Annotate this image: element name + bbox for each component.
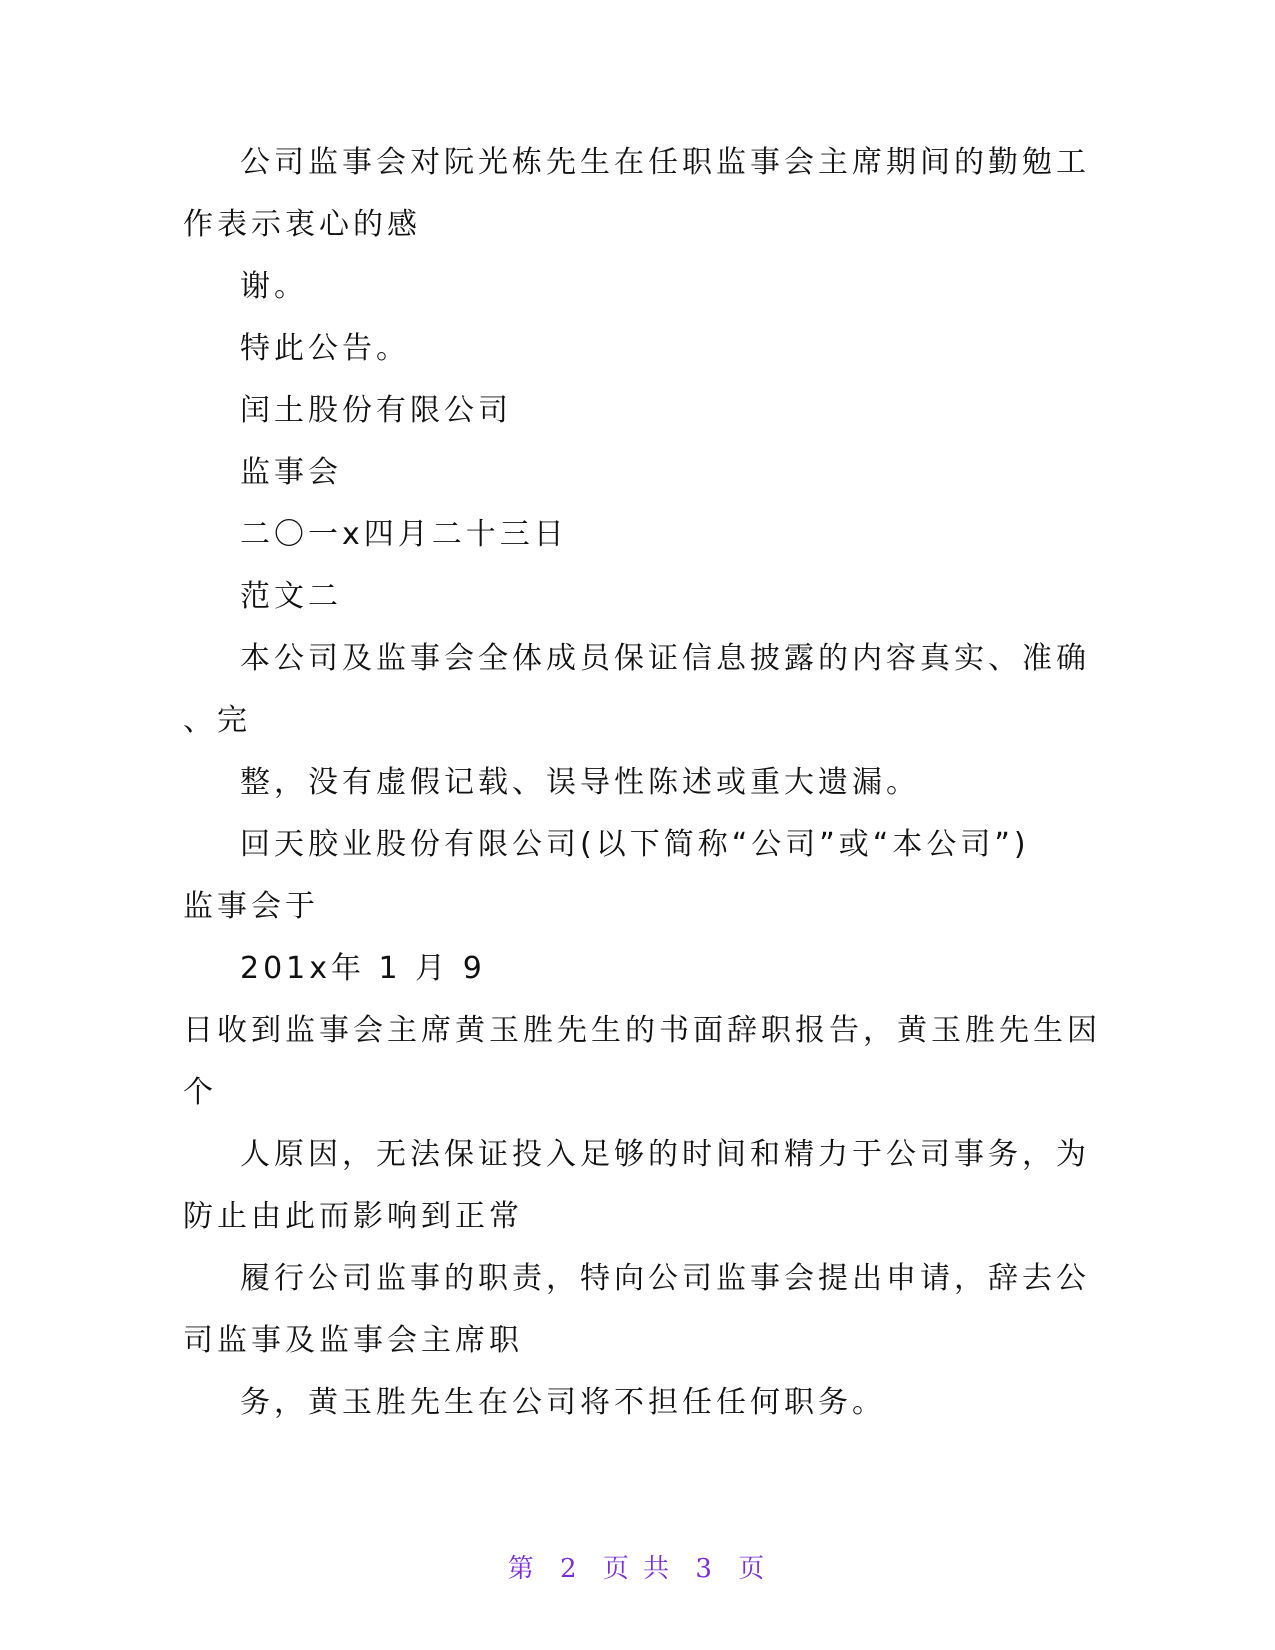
company-name-line: 闰土股份有限公司 bbox=[240, 393, 512, 428]
paragraph-line: 作表示衷心的感 bbox=[183, 207, 421, 242]
paragraph-line: 201x年 1 月 9 bbox=[240, 951, 486, 986]
footer-prefix: 第 bbox=[507, 1554, 537, 1584]
paragraph-line: 特此公告。 bbox=[240, 331, 410, 366]
board-name-line: 监事会 bbox=[240, 455, 342, 490]
footer-mid: 页 共 bbox=[602, 1554, 673, 1584]
paragraph-line: 整，没有虚假记载、误导性陈述或重大遗漏。 bbox=[240, 765, 920, 800]
paragraph-line: 公司监事会对阮光栋先生在任职监事会主席期间的勤勉工 bbox=[240, 145, 1090, 180]
paragraph-line: 回天胶业股份有限公司(以下简称“公司”或“本公司”) bbox=[240, 827, 1030, 862]
footer-total-pages: 3 bbox=[695, 1554, 715, 1584]
paragraph-line: 司监事及监事会主席职 bbox=[183, 1323, 523, 1358]
footer-suffix: 页 bbox=[738, 1554, 768, 1584]
paragraph-line: 本公司及监事会全体成员保证信息披露的内容真实、准确 bbox=[240, 641, 1090, 676]
page-footer bbox=[0, 1548, 1275, 1585]
paragraph-line: 务，黄玉胜先生在公司将不担任任何职务。 bbox=[240, 1385, 886, 1420]
paragraph-line: 日收到监事会主席黄玉胜先生的书面辞职报告，黄玉胜先生因 bbox=[183, 1013, 1101, 1048]
date-line: 二〇一x四月二十三日 bbox=[240, 517, 568, 552]
section-heading: 范文二 bbox=[240, 579, 342, 614]
paragraph-line: 防止由此而影响到正常 bbox=[183, 1199, 523, 1234]
paragraph-line: 谢。 bbox=[240, 269, 308, 304]
footer-page-number: 2 bbox=[560, 1554, 580, 1584]
paragraph-line: 履行公司监事的职责，特向公司监事会提出申请，辞去公 bbox=[240, 1261, 1090, 1296]
paragraph-line: 监事会于 bbox=[183, 889, 319, 924]
paragraph-line: 、完 bbox=[183, 703, 251, 738]
paragraph-line: 人原因，无法保证投入足够的时间和精力于公司事务，为 bbox=[240, 1137, 1090, 1172]
paragraph-line: 个 bbox=[183, 1075, 217, 1110]
